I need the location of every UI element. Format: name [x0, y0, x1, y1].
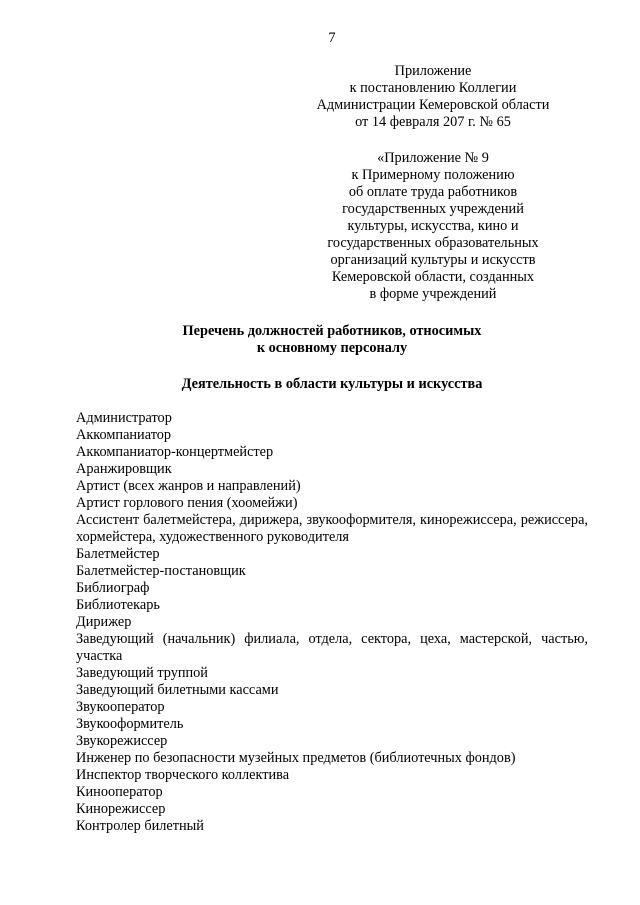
- list-title-line: Перечень должностей работников, относимых: [182, 323, 482, 339]
- list-item: Артист горлового пения (хоомейжи): [76, 495, 298, 511]
- annex-inner-line: Кемеровской области, созданных: [331, 269, 535, 285]
- annex-inner-line: государственных учреждений: [342, 201, 524, 217]
- list-item: Аранжировщик: [76, 461, 172, 477]
- annex-inner-line: об оплате труда работников: [348, 184, 518, 200]
- list-item: Библиотекарь: [76, 597, 160, 613]
- annex-line: от 14 февраля 207 г. № 65: [355, 114, 511, 130]
- annex-inner-header: [300, 150, 566, 303]
- list-item: Звукооформитель: [76, 716, 184, 732]
- section-title-text: Деятельность в области культуры и искусства: [181, 376, 483, 392]
- list-item: Заведующий (начальник) филиала, отдела, сектора, цеха, мастерской, частью, участка: [76, 631, 588, 664]
- list-item: Заведующий билетными кассами: [76, 682, 279, 698]
- positions-list: [76, 410, 588, 835]
- section-title: [74, 376, 590, 393]
- list-title: [74, 323, 590, 357]
- list-item: Библиограф: [76, 580, 150, 596]
- annex-inner-line: культуры, искусства, кино и: [347, 218, 519, 234]
- list-item: Ассистент балетмейстера, дирижера, звукооформителя, кинорежиссера, режиссера, хормейстера, художественного руководителя: [76, 512, 588, 545]
- list-item: Аккомпаниатор: [76, 427, 172, 443]
- list-item: Контролер билетный: [76, 818, 204, 834]
- annex-inner-line: в форме учреждений: [369, 286, 497, 302]
- annex-inner-line: организаций культуры и искусств: [330, 252, 536, 268]
- list-item: Балетмейстер: [76, 546, 160, 562]
- list-item: Инженер по безопасности музейных предметов (библиотечных фондов): [76, 750, 516, 766]
- annex-line: Администрации Кемеровской области: [316, 97, 550, 113]
- annex-inner-line: «Приложение № 9: [377, 150, 489, 166]
- list-item: Инспектор творческого коллектива: [76, 767, 290, 783]
- list-item: Администратор: [76, 410, 172, 426]
- annex-line: Приложение: [394, 63, 472, 79]
- annex-inner-line: государственных образовательных: [327, 235, 539, 251]
- list-item: Звукорежиссер: [76, 733, 168, 749]
- annex-header: [300, 63, 566, 131]
- list-item: Звукооператор: [76, 699, 165, 715]
- page-number: 7: [328, 30, 336, 46]
- list-item: Кинооператор: [76, 784, 163, 800]
- list-item: Дирижер: [76, 614, 132, 630]
- list-item: Балетмейстер-постановщик: [76, 563, 246, 579]
- annex-line: к постановлению Коллегии: [349, 80, 517, 96]
- list-item: Кинорежиссер: [76, 801, 166, 817]
- list-item: Заведующий труппой: [76, 665, 208, 681]
- annex-inner-line: к Примерному положению: [351, 167, 515, 183]
- list-item: Аккомпаниатор-концертмейстер: [76, 444, 274, 460]
- list-title-line: к основному персоналу: [256, 340, 408, 356]
- list-item: Артист (всех жанров и направлений): [76, 478, 301, 494]
